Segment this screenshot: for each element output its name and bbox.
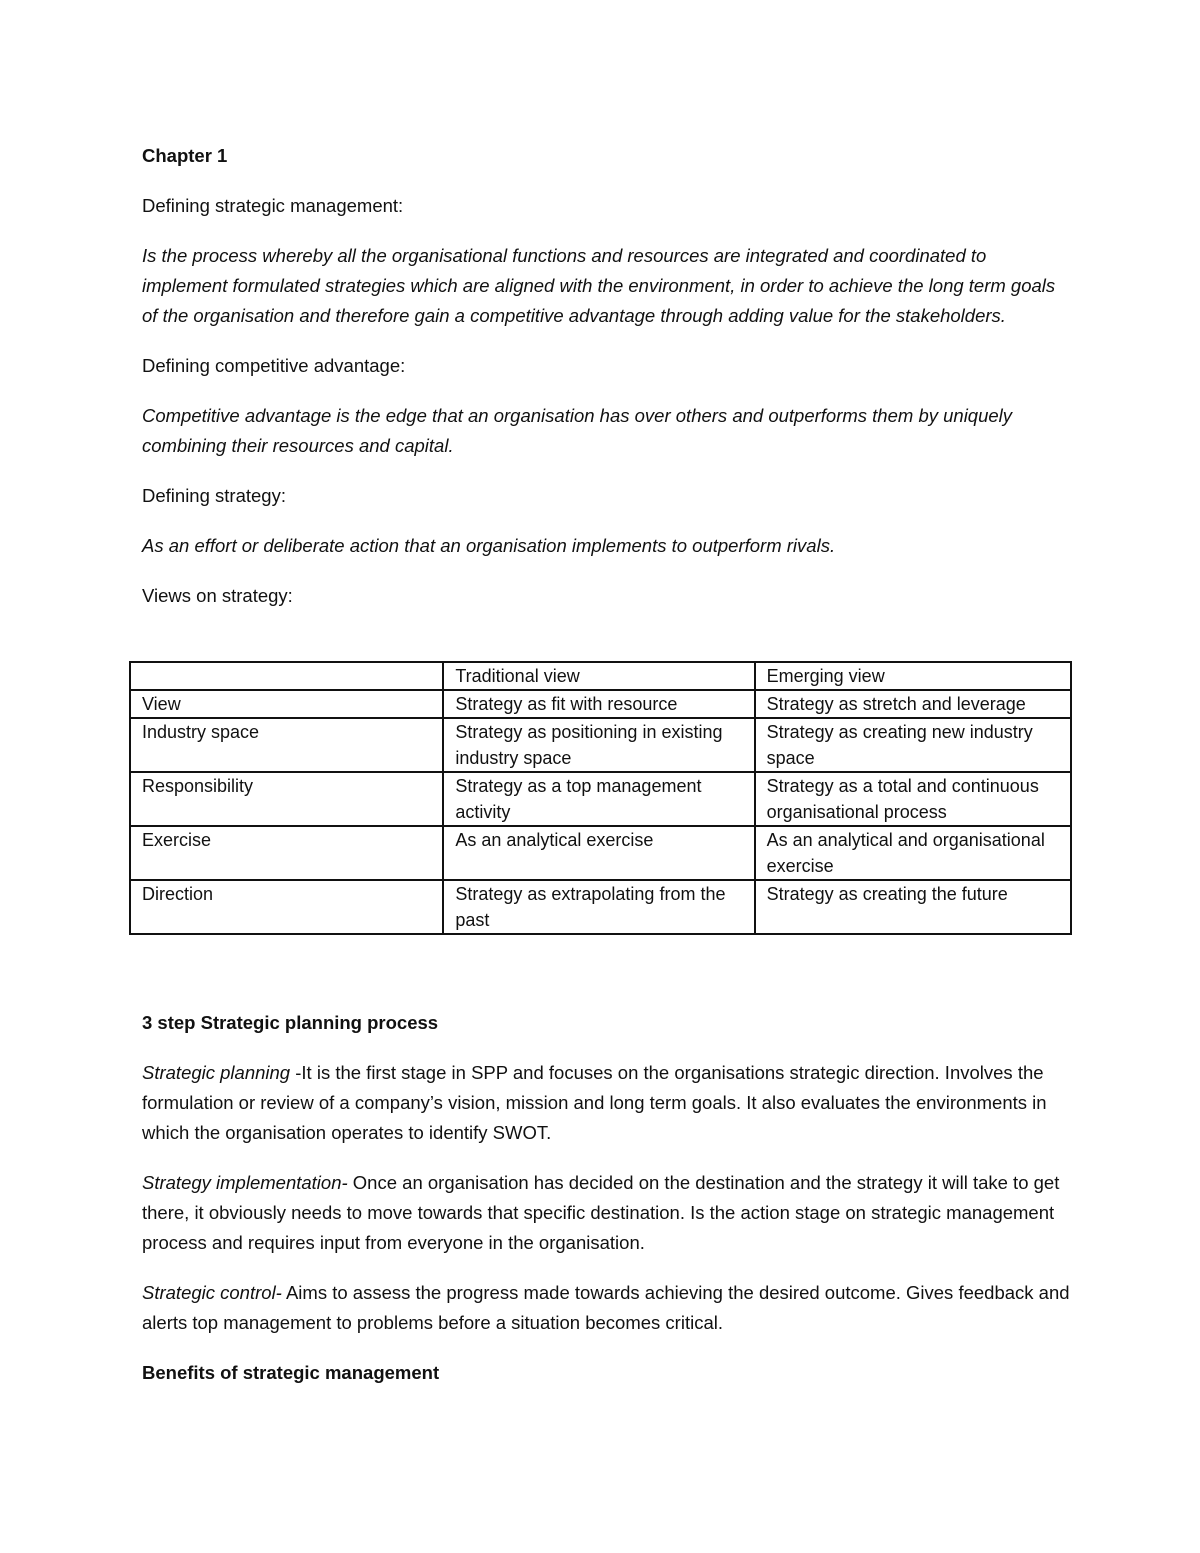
def-ca-heading: Defining competitive advantage: xyxy=(142,355,406,376)
table-cell: Responsibility xyxy=(130,772,443,826)
def-strategy-heading: Defining strategy: xyxy=(142,485,286,506)
table-cell: Direction xyxy=(130,880,443,934)
table-cell: Strategy as stretch and leverage xyxy=(755,690,1071,718)
table-header-row xyxy=(130,662,1071,690)
table-cell: Strategy as creating the future xyxy=(755,880,1071,934)
spp-text: Once an organisation has decided on the destination and the strategy it will take to get there, it obviously needs to move towards that specific destination. Is the action stage on strategic management process and requires input from everyone in the organisation. xyxy=(142,1172,1060,1253)
spp-heading: 3 step Strategic planning process xyxy=(142,1012,439,1033)
table-cell: Strategy as extrapolating from the past xyxy=(443,880,754,934)
table-cell: Traditional view xyxy=(443,662,754,690)
spp-text: -It is the first stage in SPP and focuses on the organisations strategic direction. Involves the formulation or review of a company’s vision, mission and long term goals. It also evaluates the environments in which the organisation operates to identify SWOT. xyxy=(142,1062,1047,1143)
def-strategy-text: As an effort or deliberate action that an organisation implements to outperform rivals. xyxy=(142,535,836,556)
benefits-heading: Benefits of strategic management xyxy=(142,1362,440,1383)
def-sm-heading: Defining strategic management: xyxy=(142,195,404,216)
table-cell: As an analytical and organisational exercise xyxy=(755,826,1071,880)
table-cell: Strategy as creating new industry space xyxy=(755,718,1071,772)
table-cell: Exercise xyxy=(130,826,443,880)
spp-term: Strategy implementation- xyxy=(142,1172,348,1193)
table-cell xyxy=(130,662,443,690)
table-row xyxy=(130,826,1071,880)
table-cell: Strategy as fit with resource xyxy=(443,690,754,718)
spp-item-planning xyxy=(142,1058,1072,1148)
spp-item-control xyxy=(142,1278,1072,1338)
chapter-title: Chapter 1 xyxy=(142,145,228,166)
table-cell: Industry space xyxy=(130,718,443,772)
spp-item-implementation xyxy=(142,1168,1072,1258)
spp-term: Strategic planning xyxy=(142,1062,291,1083)
spp-term: Strategic control- xyxy=(142,1282,282,1303)
views-heading: Views on strategy: xyxy=(142,585,293,606)
table-row xyxy=(130,880,1071,934)
table-row xyxy=(130,690,1071,718)
table-cell: Strategy as positioning in existing industry space xyxy=(443,718,754,772)
table-cell: Strategy as a total and continuous organisational process xyxy=(755,772,1071,826)
views-table xyxy=(129,661,1072,935)
table-row xyxy=(130,772,1071,826)
spp-text: Aims to assess the progress made towards achieving the desired outcome. Gives feedback and alerts top management to problems before a situation becomes critical. xyxy=(142,1282,1070,1333)
def-ca-text: Competitive advantage is the edge that an organisation has over others and outperforms them by uniquely combining their resources and capital. xyxy=(142,405,1013,456)
table-cell: Strategy as a top management activity xyxy=(443,772,754,826)
table-row xyxy=(130,718,1071,772)
table-cell: View xyxy=(130,690,443,718)
spp-section xyxy=(142,1008,1072,1408)
def-sm-text: Is the process whereby all the organisational functions and resources are integrated and coordinated to implement formulated strategies which are aligned with the environment, in order to achieve the long term goals of the organisation and therefore gain a competitive advantage through adding value for the stakeholders. xyxy=(142,245,1056,326)
table-cell: As an analytical exercise xyxy=(443,826,754,880)
table-cell: Emerging view xyxy=(755,662,1071,690)
